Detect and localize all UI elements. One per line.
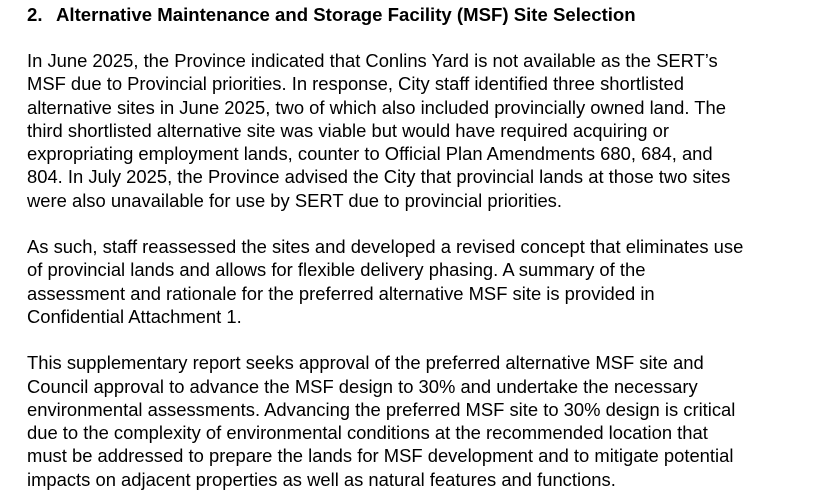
paragraph-line: due to the complexity of environmental conditions at the recommended location that — [27, 422, 708, 444]
paragraph-line: were also unavailable for use by SERT due to provincial priorities. — [27, 189, 562, 211]
section-heading — [27, 3, 827, 27]
paragraph-line: 804. In July 2025, the Province advised the City that provincial lands at those two sites — [27, 166, 731, 188]
paragraph-line: This supplementary report seeks approval of the preferred alternative MSF site and — [27, 352, 704, 374]
paragraph-line: impacts on adjacent properties as well as natural features and functions. — [27, 468, 616, 490]
paragraph-1 — [27, 49, 827, 212]
paragraph-line: third shortlisted alternative site was viable but would have required acquiring or — [27, 119, 669, 141]
paragraph-line: Confidential Attachment 1. — [27, 305, 242, 327]
paragraph-2 — [27, 235, 827, 328]
paragraph-line: expropriating employment lands, counter to Official Plan Amendments 680, 684, and — [27, 143, 713, 165]
paragraph-3 — [27, 351, 827, 491]
paragraph-line: alternative sites in June 2025, two of which also included provincially owned land. The — [27, 96, 726, 118]
paragraph-line: must be addressed to prepare the lands for MSF development and to mitigate potential — [27, 445, 734, 467]
paragraph-line: environmental assessments. Advancing the preferred MSF site to 30% design is critical — [27, 398, 736, 420]
paragraph-line: MSF due to Provincial priorities. In response, City staff identified three shortlisted — [27, 73, 684, 95]
paragraph-line: In June 2025, the Province indicated that Conlins Yard is not available as the SERT’s — [27, 50, 718, 71]
document-page — [27, 3, 827, 491]
paragraph-line: assessment and rationale for the preferred alternative MSF site is provided in — [27, 282, 655, 304]
paragraph-line: Council approval to advance the MSF design to 30% and undertake the necessary — [27, 375, 698, 397]
paragraph-line: of provincial lands and allows for flexible delivery phasing. A summary of the — [27, 259, 646, 281]
section-number: 2. — [27, 4, 43, 25]
section-title: Alternative Maintenance and Storage Facility (MSF) Site Selection — [56, 4, 636, 25]
paragraph-line: As such, staff reassessed the sites and developed a revised concept that eliminates use — [27, 236, 744, 258]
